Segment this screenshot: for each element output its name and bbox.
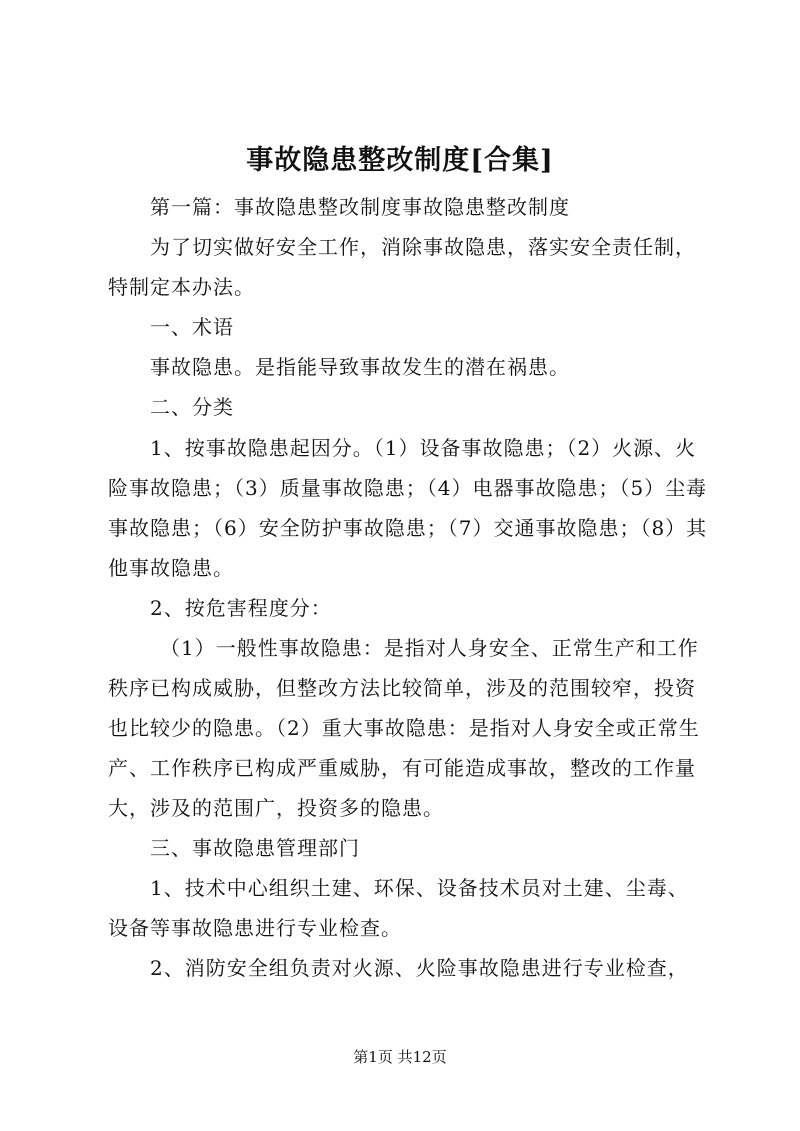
paragraph-line: 1、技术中心组织土建、环保、设备技术员对土建、尘毒、 [150, 876, 689, 900]
paragraph-line: 也比较少的隐患。（2）重大事故隐患：是指对人身安全或正常生 [108, 716, 700, 740]
section-heading-management: 三、事故隐患管理部门 [150, 836, 360, 860]
section-heading-terms: 一、术语 [150, 315, 234, 339]
paragraph-line: 特制定本办法。 [108, 275, 255, 299]
paragraph-line: 2、按危害程度分： [150, 596, 332, 620]
paragraph-line: 他事故隐患。 [108, 556, 234, 580]
paragraph-line: （1）一般性事故隐患：是指对人身安全、正常生产和工作 [160, 636, 699, 660]
paragraph-line: 大，涉及的范围广，投资多的隐患。 [108, 796, 444, 820]
paragraph-line: 2、消防安全组负责对火源、火险事故隐患进行专业检查， [150, 956, 689, 980]
section-heading-first-part: 第一篇：事故隐患整改制度事故隐患整改制度 [150, 195, 570, 219]
paragraph-line: 险事故隐患；（3）质量事故隐患；（4）电器事故隐患；（5）尘毒 [108, 476, 708, 500]
paragraph-line: 事故隐患。是指能导致事故发生的潜在祸患。 [150, 355, 570, 379]
page-footer: 第1页 共12页 [353, 1048, 447, 1066]
paragraph-line: 秩序已构成威胁，但整改方法比较简单，涉及的范围较窄，投资 [108, 676, 696, 700]
paragraph-line: 1、按事故隐患起因分。（1）设备事故隐患；（2）火源、火 [150, 436, 697, 460]
paragraph-line: 产、工作秩序已构成严重威胁，有可能造成事故，整改的工作量 [108, 756, 696, 780]
paragraph-line: 设备等事故隐患进行专业检查。 [108, 916, 402, 940]
document-title: 事故隐患整改制度[合集] [246, 145, 554, 176]
section-heading-classification: 二、分类 [150, 395, 234, 419]
paragraph-line: 为了切实做好安全工作，消除事故隐患，落实安全责任制， [150, 235, 696, 259]
paragraph-line: 事故隐患；（6）安全防护事故隐患；（7）交通事故隐患；（8）其 [108, 516, 708, 540]
